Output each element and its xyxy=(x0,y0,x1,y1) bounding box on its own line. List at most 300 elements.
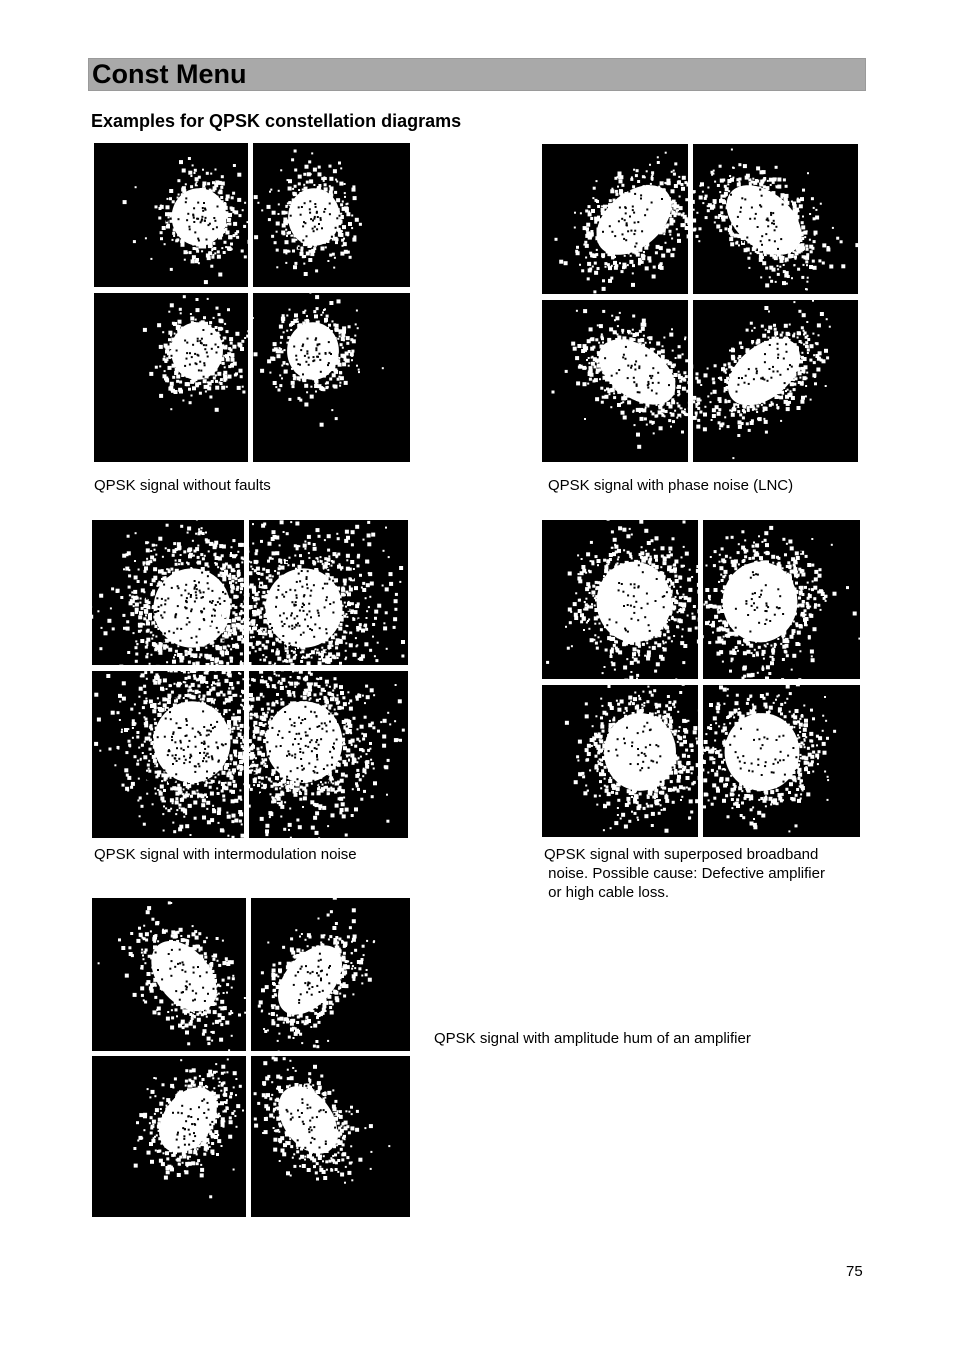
constellation-point xyxy=(344,183,346,185)
constellation-point xyxy=(324,226,326,228)
speckle xyxy=(645,355,647,357)
constellation-point xyxy=(254,195,258,199)
constellation-point xyxy=(608,266,610,268)
constellation-point xyxy=(300,232,302,234)
constellation-point xyxy=(281,350,284,353)
constellation-point xyxy=(639,400,643,404)
constellation-point xyxy=(163,358,166,361)
constellation-point xyxy=(836,237,839,240)
constellation-point xyxy=(609,237,611,239)
constellation-point xyxy=(777,268,779,270)
constellation-point xyxy=(620,365,622,367)
constellation-point xyxy=(211,256,214,259)
speckle xyxy=(594,244,596,246)
constellation-point xyxy=(215,386,219,390)
constellation-point xyxy=(179,366,181,368)
constellation-point xyxy=(589,327,593,331)
constellation-point xyxy=(787,228,789,230)
constellation-point xyxy=(638,359,641,362)
constellation-point xyxy=(787,377,789,379)
speckle xyxy=(171,355,173,357)
constellation-point xyxy=(591,209,595,213)
constellation-point xyxy=(313,168,317,172)
speckle xyxy=(202,210,204,212)
constellation-point xyxy=(565,370,568,373)
speckle xyxy=(201,342,203,344)
constellation-point xyxy=(231,357,234,360)
constellation-point xyxy=(617,403,621,407)
constellation-point xyxy=(611,371,615,375)
constellation-point xyxy=(785,248,789,252)
constellation-point xyxy=(676,210,678,212)
constellation-point xyxy=(636,433,640,437)
constellation-point xyxy=(697,402,700,405)
constellation-point xyxy=(304,207,307,210)
speckle xyxy=(331,236,333,238)
constellation-point xyxy=(638,340,640,342)
constellation-point xyxy=(634,239,637,242)
constellation-point xyxy=(778,244,780,246)
constellation-point xyxy=(287,179,289,181)
constellation-point xyxy=(793,362,795,364)
constellation-point xyxy=(615,217,619,221)
constellation-point xyxy=(665,367,668,370)
constellation-point xyxy=(796,242,798,244)
constellation-point xyxy=(171,352,173,354)
constellation-point xyxy=(832,227,834,229)
constellation-point xyxy=(296,318,298,320)
constellation-point xyxy=(794,256,797,259)
constellation-point xyxy=(587,277,590,280)
constellation-point xyxy=(784,199,787,202)
constellation-point xyxy=(637,227,640,230)
constellation-point xyxy=(770,184,772,186)
constellation-point xyxy=(777,234,779,236)
constellation-point xyxy=(286,223,288,225)
constellation-point xyxy=(334,257,336,259)
constellation-point xyxy=(773,205,777,209)
constellation-point xyxy=(794,264,796,266)
constellation-point xyxy=(172,376,175,379)
constellation-point xyxy=(653,233,656,236)
speckle xyxy=(760,240,762,242)
constellation-point xyxy=(747,406,750,409)
constellation-point xyxy=(617,336,621,340)
constellation-point xyxy=(313,196,317,200)
constellation-point xyxy=(304,240,307,243)
speckle xyxy=(192,215,194,217)
constellation-point xyxy=(327,260,329,262)
constellation-point xyxy=(755,189,757,191)
constellation-point xyxy=(304,310,306,312)
speckle xyxy=(633,377,635,379)
constellation-point xyxy=(311,152,313,154)
constellation-point xyxy=(292,202,294,204)
constellation-point xyxy=(803,372,805,374)
constellation-point xyxy=(640,359,643,362)
speckle xyxy=(651,390,653,392)
constellation-point xyxy=(769,231,772,234)
constellation-point xyxy=(330,221,333,224)
speckle xyxy=(189,352,191,354)
constellation-point xyxy=(598,218,601,221)
constellation-point xyxy=(583,309,587,313)
constellation-point xyxy=(791,235,795,239)
speckle xyxy=(618,220,620,222)
constellation-point xyxy=(650,411,652,413)
constellation-point xyxy=(615,244,618,247)
constellation-point xyxy=(797,268,800,271)
constellation-point xyxy=(191,321,194,324)
constellation-point xyxy=(693,416,697,420)
constellation-point xyxy=(206,217,209,220)
constellation-point xyxy=(315,295,319,299)
speckle xyxy=(636,242,638,244)
constellation-point xyxy=(318,336,322,340)
constellation-point xyxy=(726,203,729,206)
constellation-point xyxy=(295,348,297,350)
constellation-point xyxy=(304,215,308,219)
constellation-point xyxy=(209,321,212,324)
constellation-point xyxy=(316,362,319,365)
constellation-point xyxy=(192,203,194,205)
constellation-point xyxy=(204,227,208,231)
constellation-point xyxy=(685,198,688,201)
constellation-point xyxy=(228,365,231,368)
constellation-point xyxy=(200,194,202,196)
constellation-point xyxy=(241,340,244,343)
constellation-point xyxy=(334,191,337,194)
constellation-point xyxy=(613,250,615,252)
constellation-point xyxy=(215,222,217,224)
constellation-point xyxy=(738,425,742,429)
constellation-point xyxy=(204,280,208,284)
constellation-point xyxy=(159,394,163,398)
speckle xyxy=(316,228,318,230)
constellation-point xyxy=(221,220,223,222)
speckle xyxy=(637,391,639,393)
constellation-point xyxy=(631,195,634,198)
constellation-point xyxy=(777,237,779,239)
speckle xyxy=(639,391,641,393)
constellation-point xyxy=(347,203,349,205)
constellation-point xyxy=(160,237,163,240)
constellation-point xyxy=(767,251,770,254)
speckle xyxy=(317,216,319,218)
constellation-point xyxy=(785,185,788,188)
speckle xyxy=(296,359,298,361)
speckle xyxy=(197,340,199,342)
constellation-point xyxy=(767,202,769,204)
constellation-point xyxy=(799,239,802,242)
constellation-point xyxy=(636,253,640,257)
constellation-point xyxy=(780,334,783,337)
constellation-point xyxy=(611,256,613,258)
constellation-point xyxy=(239,369,243,373)
speckle xyxy=(767,225,769,227)
speckle xyxy=(198,240,200,242)
constellation-point xyxy=(602,396,605,399)
constellation-point xyxy=(588,211,590,213)
constellation-point xyxy=(342,201,344,203)
constellation-point xyxy=(797,230,801,234)
constellation-point xyxy=(215,180,219,184)
constellation-point xyxy=(181,193,183,195)
constellation-point xyxy=(341,230,343,232)
constellation-point xyxy=(576,246,579,249)
constellation-point xyxy=(296,333,298,335)
constellation-point xyxy=(294,185,297,188)
constellation-point xyxy=(751,330,753,332)
constellation-point xyxy=(254,352,258,356)
constellation-point xyxy=(228,347,231,350)
constellation-point xyxy=(806,248,809,251)
speckle xyxy=(318,343,320,345)
constellation-point xyxy=(216,307,219,310)
constellation-point xyxy=(223,375,227,379)
speckle xyxy=(317,344,319,346)
constellation-point xyxy=(327,386,329,388)
constellation-point xyxy=(641,256,645,260)
constellation-point xyxy=(179,325,181,327)
constellation-point xyxy=(302,193,304,195)
constellation-point xyxy=(271,358,273,360)
constellation-point xyxy=(723,364,726,367)
constellation-point xyxy=(810,344,814,348)
constellation-point xyxy=(810,399,812,401)
constellation-point xyxy=(197,345,200,348)
speckle xyxy=(649,375,651,377)
constellation-point xyxy=(605,218,609,222)
constellation-point xyxy=(355,218,359,222)
constellation-point xyxy=(352,188,356,192)
speckle xyxy=(634,364,636,366)
constellation-point xyxy=(799,359,803,363)
constellation-point xyxy=(761,382,765,386)
constellation-point xyxy=(752,178,754,180)
constellation-point xyxy=(298,334,300,336)
constellation-point xyxy=(745,176,749,180)
constellation-point xyxy=(330,215,333,218)
constellation-point xyxy=(805,245,808,248)
speckle xyxy=(614,235,616,237)
constellation-point xyxy=(240,375,243,378)
constellation-point xyxy=(184,236,186,238)
constellation-point xyxy=(664,379,666,381)
constellation-point xyxy=(221,349,223,351)
constellation-point xyxy=(204,211,208,215)
constellation-point xyxy=(597,324,599,326)
constellation-point xyxy=(621,411,625,415)
constellation-point xyxy=(780,420,782,422)
constellation-point xyxy=(261,209,263,211)
constellation-point xyxy=(289,351,292,354)
speckle xyxy=(777,248,779,250)
speckle xyxy=(301,206,303,208)
constellation-point xyxy=(635,198,637,200)
constellation-point xyxy=(318,190,322,194)
constellation-point xyxy=(585,257,587,259)
constellation-point xyxy=(199,392,202,395)
constellation-point xyxy=(340,203,343,206)
constellation-point xyxy=(215,231,218,234)
constellation-point xyxy=(618,177,620,179)
constellation-point xyxy=(196,308,200,312)
constellation-point xyxy=(339,329,343,333)
constellation-point xyxy=(726,381,729,384)
speckle xyxy=(206,239,208,241)
speckle xyxy=(637,221,639,223)
constellation-point xyxy=(756,378,758,380)
constellation-point xyxy=(695,377,698,380)
constellation-point xyxy=(165,350,169,354)
constellation-point xyxy=(348,365,350,367)
constellation-point xyxy=(683,371,686,374)
speckle xyxy=(625,358,627,360)
speckle xyxy=(780,238,782,240)
constellation-point xyxy=(647,337,649,339)
constellation-point xyxy=(318,232,321,235)
constellation-point xyxy=(751,221,755,225)
constellation-point xyxy=(756,405,759,408)
constellation-point xyxy=(335,241,338,244)
speckle xyxy=(656,393,658,395)
constellation-point xyxy=(199,228,202,231)
constellation-point xyxy=(174,371,178,375)
constellation-point xyxy=(282,224,286,228)
constellation-point xyxy=(170,303,174,307)
constellation-point xyxy=(718,421,721,424)
constellation-point xyxy=(758,247,762,251)
constellation-point xyxy=(196,258,199,261)
constellation-point xyxy=(301,211,303,213)
speckle xyxy=(211,348,213,350)
constellation-point xyxy=(332,206,334,208)
constellation-point xyxy=(579,264,581,266)
speckle xyxy=(638,365,640,367)
constellation-point xyxy=(797,247,800,250)
constellation-point xyxy=(344,192,346,194)
constellation-point xyxy=(209,396,212,399)
constellation-point xyxy=(655,225,657,227)
constellation-point xyxy=(704,197,707,200)
constellation-point xyxy=(645,342,647,344)
constellation-point xyxy=(209,212,213,216)
constellation-point xyxy=(797,198,799,200)
constellation-point xyxy=(777,200,781,204)
constellation-point xyxy=(756,219,758,221)
constellation-point xyxy=(196,365,200,369)
constellation-point xyxy=(223,355,225,357)
constellation-point xyxy=(625,248,629,252)
constellation-point xyxy=(609,199,612,202)
constellation-point xyxy=(279,347,281,349)
constellation-point xyxy=(782,212,784,214)
constellation-point xyxy=(297,225,299,227)
constellation-point xyxy=(699,185,701,187)
speckle xyxy=(309,208,311,210)
constellation-point xyxy=(762,374,764,376)
constellation-point xyxy=(693,190,696,193)
constellation-point xyxy=(599,378,601,380)
constellation-point xyxy=(213,207,216,210)
constellation-point xyxy=(342,330,346,334)
constellation-point xyxy=(629,219,633,223)
constellation-point xyxy=(678,393,680,395)
constellation-point xyxy=(774,256,778,260)
constellation-point xyxy=(275,386,277,388)
constellation-point xyxy=(611,204,615,208)
constellation-point xyxy=(238,344,242,348)
constellation-point xyxy=(615,204,619,208)
constellation-point xyxy=(230,243,233,246)
speckle xyxy=(185,197,187,199)
constellation-point xyxy=(611,361,613,363)
speckle xyxy=(200,370,202,372)
speckle xyxy=(741,197,743,199)
constellation-point xyxy=(168,311,170,313)
constellation-point xyxy=(299,339,301,341)
constellation-point xyxy=(223,217,226,220)
constellation-point xyxy=(661,254,665,258)
constellation-point xyxy=(172,342,174,344)
constellation-point xyxy=(315,269,318,272)
constellation-point xyxy=(657,161,660,164)
constellation-point xyxy=(155,366,158,369)
constellation-point xyxy=(150,258,152,260)
constellation-point xyxy=(202,331,204,333)
constellation-point xyxy=(290,235,292,237)
constellation-point xyxy=(775,244,777,246)
constellation-point xyxy=(696,372,699,375)
constellation-point xyxy=(681,214,684,217)
constellation-point xyxy=(693,229,696,232)
constellation-point xyxy=(666,376,669,379)
constellation-point xyxy=(292,223,294,225)
speckle xyxy=(193,221,195,223)
constellation-point xyxy=(717,184,720,187)
constellation-point xyxy=(583,382,587,386)
constellation-point xyxy=(585,234,589,238)
constellation-point xyxy=(609,367,613,371)
constellation-point xyxy=(707,368,709,370)
constellation-point xyxy=(162,226,166,230)
constellation-point xyxy=(646,424,648,426)
constellation-point xyxy=(216,332,219,335)
constellation-point xyxy=(795,215,799,219)
constellation-point xyxy=(179,211,183,215)
constellation-point xyxy=(638,200,640,202)
constellation-point xyxy=(208,325,211,328)
constellation-point xyxy=(615,264,617,266)
constellation-point xyxy=(594,365,597,368)
constellation-point xyxy=(276,249,279,252)
constellation-point xyxy=(310,375,312,377)
constellation-point xyxy=(641,349,645,353)
constellation-point xyxy=(206,172,209,175)
constellation-point xyxy=(616,222,619,225)
constellation-point xyxy=(730,232,734,236)
constellation-point xyxy=(775,281,777,283)
speckle xyxy=(616,372,618,374)
speckle xyxy=(186,342,188,344)
constellation-point xyxy=(665,242,667,244)
constellation-point xyxy=(644,417,647,420)
constellation-point xyxy=(700,384,702,386)
constellation-point xyxy=(186,337,189,340)
speckle xyxy=(197,338,199,340)
constellation-point xyxy=(697,380,701,384)
